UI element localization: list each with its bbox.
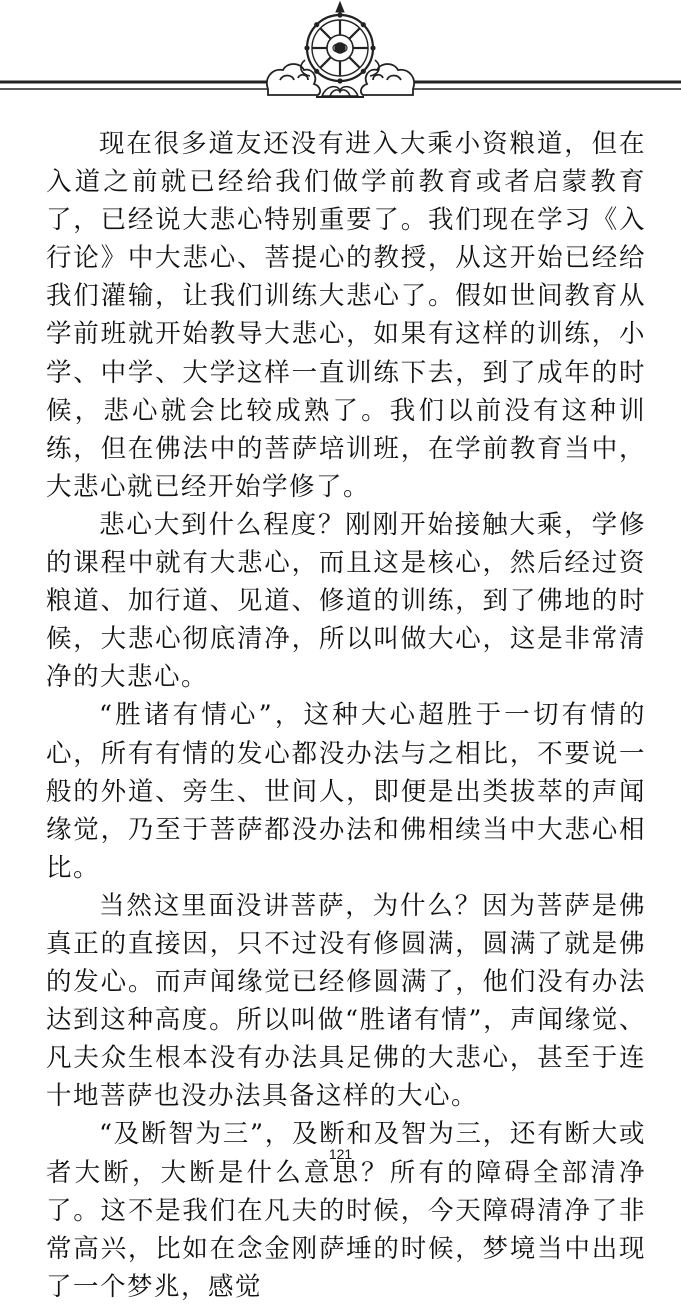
paragraph-5: “及断智为三”，及断和及智为三，还有断大或者大断，大断是什么意思？所有的障碍全部清净了。这不是我们在凡夫的时候，今天障碍清净了非常高兴，比如在念金刚萨埵的时候，梦境当中出现了一个梦兆，感觉 <box>46 1119 646 1302</box>
page-number: 121 <box>328 1146 353 1162</box>
cloud-ornament-left-icon <box>267 64 320 95</box>
cloud-ornament-right-icon <box>361 64 414 95</box>
body-text <box>46 125 646 1306</box>
paragraph-4: 当然这里面没讲菩萨，为什么？因为菩萨是佛真正的直接因，只不过没有修圆满，圆满了就是佛的发心。而声闻缘觉已经修圆满了，他们没有办法达到这种高度。所以叫做“胜诸有情”，声闻缘觉、凡夫众生根本没有办法具足佛的大悲心，甚至于连十地菩萨也没办法具备这样的大心。 <box>46 890 646 1112</box>
header-ornament <box>0 0 681 110</box>
paragraph-3: “胜诸有情心”，这种大心超胜于一切有情的心，所有有情的发心都没办法与之相比，不要说一般的外道、旁生、世间人，即便是出类拔萃的声闻缘觉，乃至于菩萨都没办法和佛相续当中大悲心相比。 <box>46 700 646 883</box>
paragraph-1: 现在很多道友还没有进入大乘小资粮道，但在入道之前就已经给我们做学前教育或者启蒙教育了，已经说大悲心特别重要了。我们现在学习《入行论》中大悲心、菩提心的教授，从这开始已经给我们灌输，让我们训练大悲心了。假如世间教育从学前班就开始教导大悲心，如果有这样的训练，小学、中学、大学这样一直训练下去，到了成年的时候，悲心就会比较成熟了。我们以前没有这种训练，但在佛法中的菩萨培训班，在学前教育当中，大悲心就已经开始学修了。 <box>46 129 646 502</box>
paragraph-2: 悲心大到什么程度？刚刚开始接触大乘，学修的课程中就有大悲心，而且这是核心，然后经过资粮道、加行道、见道、修道的训练，到了佛地的时候，大悲心彻底清净，所以叫做大心，这是非常清净的大悲心。 <box>46 509 646 693</box>
lotus-base-icon <box>316 87 364 97</box>
